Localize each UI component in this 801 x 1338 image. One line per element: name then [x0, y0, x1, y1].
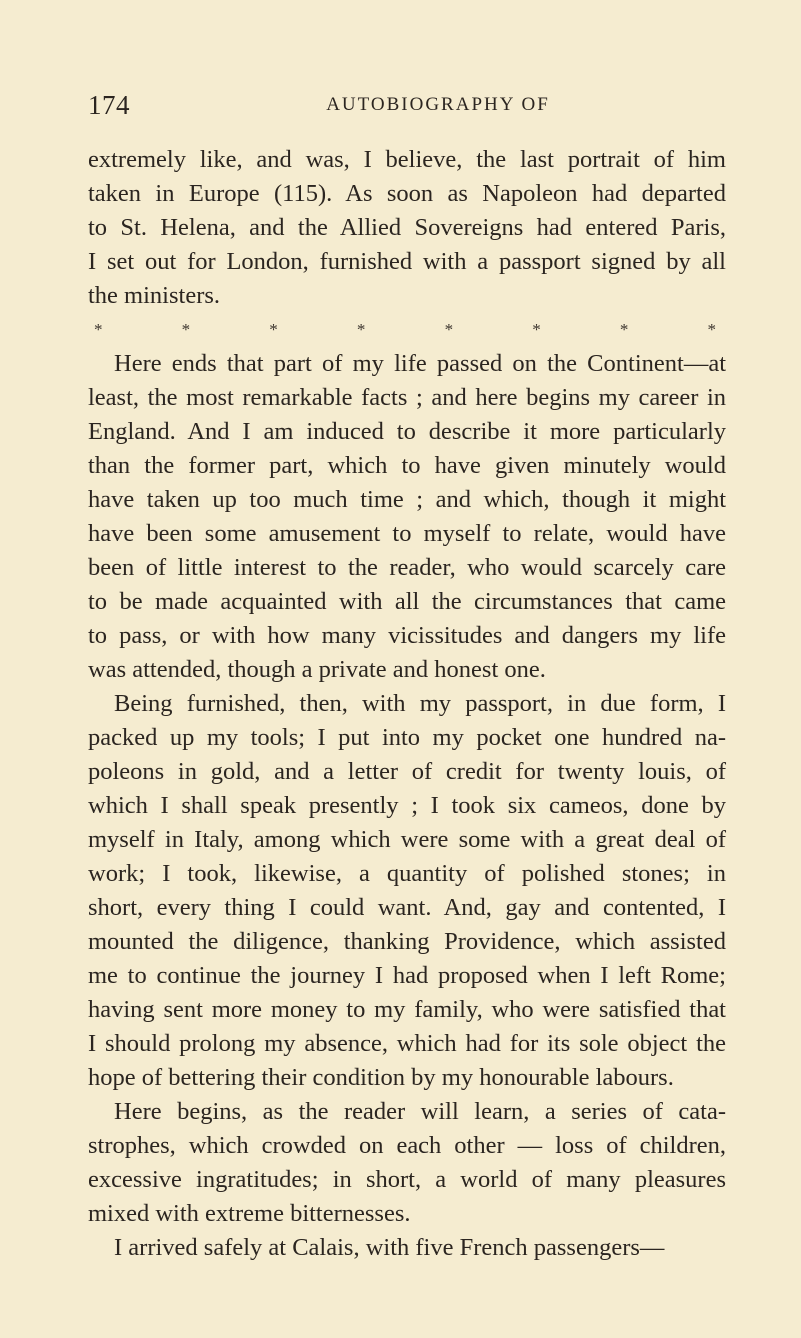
- text-line: me to continue the journey I had proposed when I left Rome;: [88, 962, 726, 989]
- paragraph: [88, 1095, 726, 1231]
- text-line: work; I took, likewise, a quantity of polished stones; in: [88, 860, 726, 887]
- text-line: England. And I am induced to describe it more particularly: [88, 418, 726, 445]
- asterisk: *: [532, 320, 541, 339]
- paragraph: [88, 347, 726, 687]
- paragraph: [88, 143, 726, 313]
- text-line: mounted the diligence, thanking Providence, which assisted: [88, 928, 726, 955]
- text-line: the ministers.: [88, 282, 221, 309]
- asterisk: *: [619, 320, 629, 339]
- text-line: which I shall speak presently ; I took six cameos, done by: [88, 792, 726, 819]
- text-line: excessive ingratitudes; in short, a world of many pleasures: [88, 1166, 726, 1193]
- text-line: myself in Italy, among which were some with a great deal of: [88, 826, 726, 853]
- asterisk: *: [269, 320, 278, 339]
- text-line: least, the most remarkable facts ; and here begins my career in: [88, 384, 726, 411]
- body-text: [88, 143, 726, 1265]
- text-line: taken in Europe (115). As soon as Napoleon had departed: [88, 180, 726, 207]
- text-line: I set out for London, furnished with a passport signed by all: [88, 248, 726, 275]
- text-line: having sent more money to my family, who were satisfied that: [88, 996, 726, 1023]
- paragraph: [88, 687, 726, 1095]
- text-line: have been some amusement to myself to relate, would have: [88, 520, 726, 547]
- text-line: than the former part, which to have given minutely would: [88, 452, 726, 479]
- running-head: AUTOBIOGRAPHY OF: [326, 94, 550, 115]
- page-number: 174: [88, 90, 130, 120]
- text-line: I arrived safely at Calais, with five French passengers—: [114, 1234, 665, 1261]
- text-line: Here begins, as the reader will learn, a series of cata-: [114, 1098, 726, 1125]
- text-line: extremely like, and was, I believe, the last portrait of him: [88, 146, 726, 173]
- section-break: [88, 313, 726, 347]
- text-line: short, every thing I could want. And, gay and contented, I: [88, 894, 726, 921]
- text-line: to be made acquainted with all the circumstances that came: [88, 588, 726, 615]
- text-line: packed up my tools; I put into my pocket one hundred na-: [88, 724, 726, 751]
- asterisk: *: [356, 320, 366, 339]
- asterisk: *: [94, 320, 103, 339]
- text-line: I should prolong my absence, which had for its sole object the: [88, 1030, 726, 1057]
- text-line: was attended, though a private and honest one.: [88, 656, 546, 683]
- paragraph: [88, 1231, 726, 1265]
- asterisk: *: [444, 320, 454, 339]
- text-line: been of little interest to the reader, who would scarcely care: [88, 554, 726, 581]
- text-line: strophes, which crowded on each other — loss of children,: [88, 1132, 726, 1159]
- text-line: have taken up too much time ; and which, though it might: [88, 486, 726, 513]
- text-line: poleons in gold, and a letter of credit for twenty louis, of: [88, 758, 726, 785]
- text-line: hope of bettering their condition by my honourable labours.: [88, 1064, 674, 1091]
- text-line: to pass, or with how many vicissitudes and dangers my life: [88, 622, 726, 649]
- asterisk: *: [181, 320, 191, 339]
- asterisk: *: [707, 320, 716, 339]
- text-line: mixed with extreme bitternesses.: [88, 1200, 411, 1227]
- page-header: [88, 90, 728, 122]
- text-line: Here ends that part of my life passed on the Continent—at: [114, 350, 726, 377]
- text-line: Being furnished, then, with my passport, in due form, I: [114, 690, 726, 717]
- text-line: to St. Helena, and the Allied Sovereigns had entered Paris,: [88, 214, 726, 241]
